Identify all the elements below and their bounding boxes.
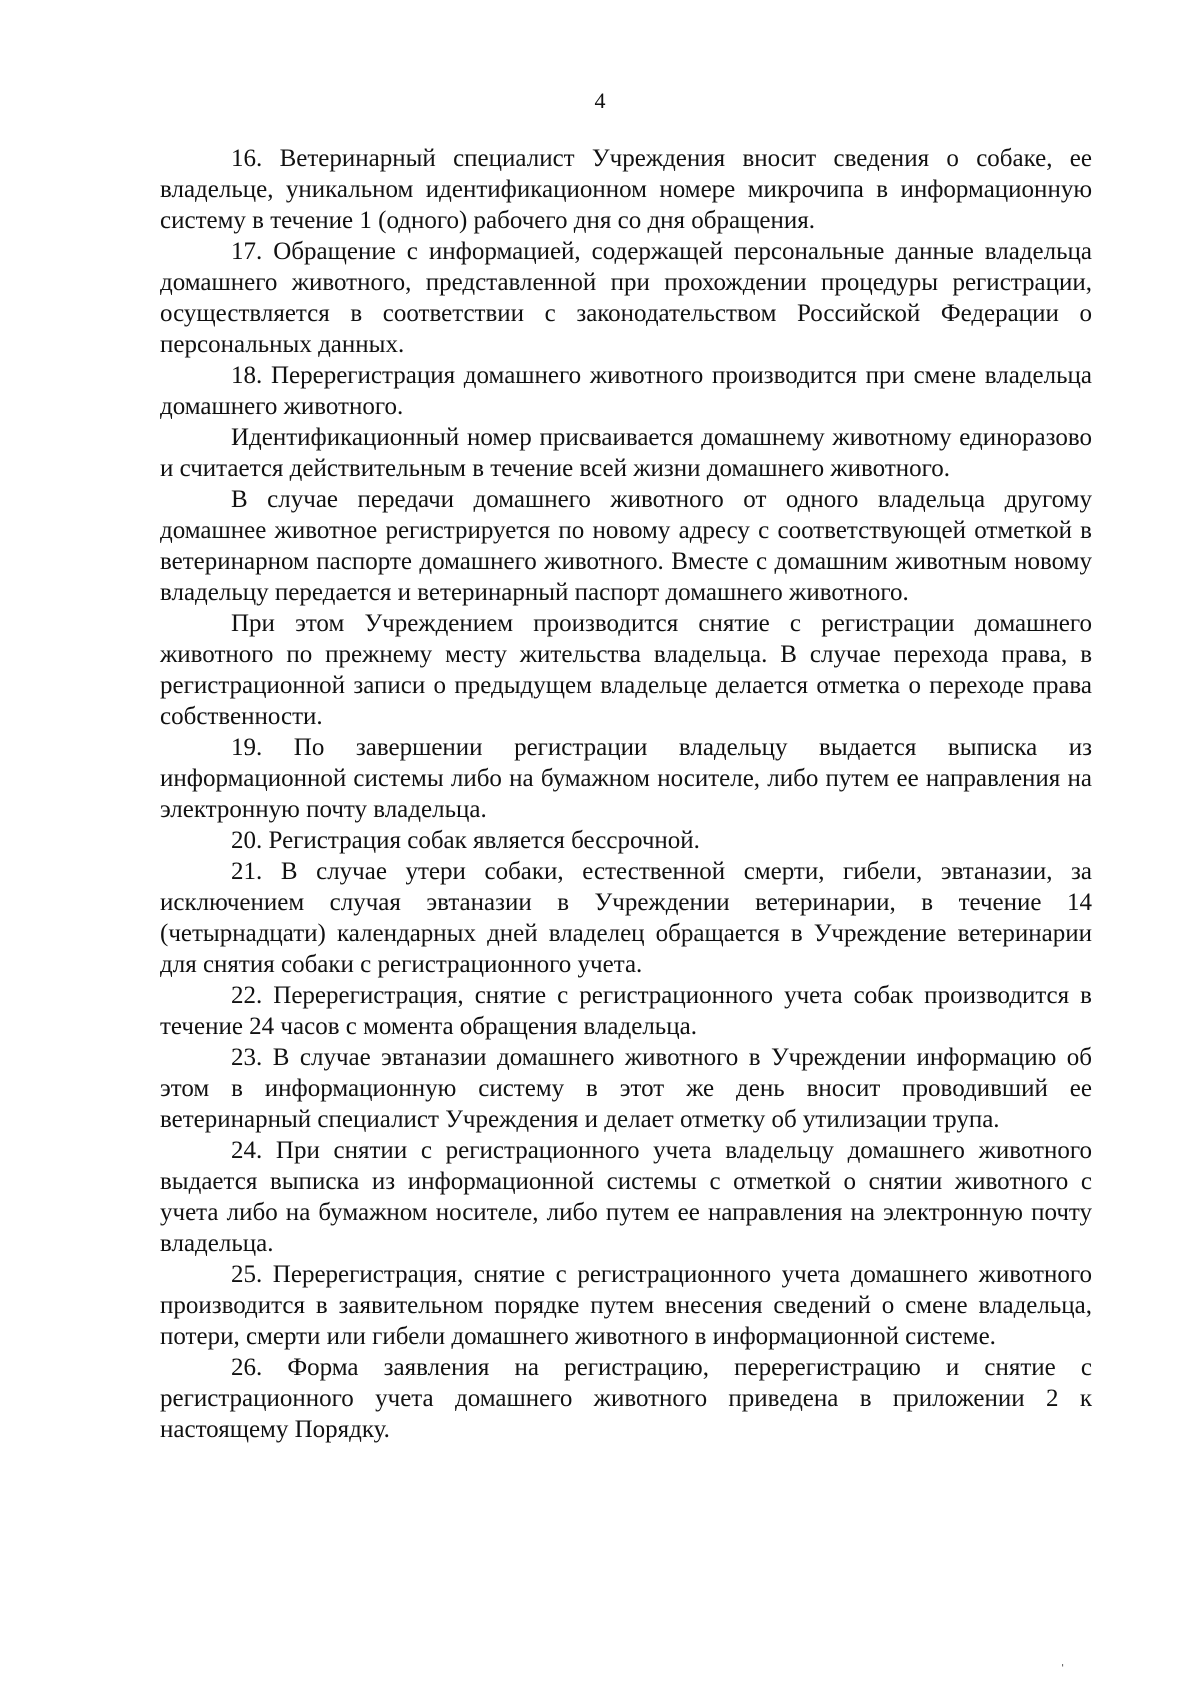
paragraph-17: 17. Обращение с информацией, содержащей персональные данные владельца домашнего животного, представленной при прохождении процедуры регистрации, осуществляется в соответствии с законодательством Российской Федерации о персональных данных. — [160, 238, 1092, 358]
paragraph-22: 22. Перерегистрация, снятие с регистрационного учета собак производится в течение 24 часов с момента обращения владельца. — [160, 982, 1092, 1040]
paragraph-24: 24. При снятии с регистрационного учета владельцу домашнего животного выдается выписка из информационной системы с отметкой о снятии животного с учета либо на бумажном носителе, либо путем ее направления на электронную почту владельца. — [160, 1137, 1092, 1257]
paragraph-21: 21. В случае утери собаки, естественной смерти, гибели, эвтаназии, за исключением случая эвтаназии в Учреждении ветеринарии, в течение 14 (четырнадцати) календарных дней владелец обращается в Учреждение ветеринарии для снятия собаки с регистрационного учета. — [160, 858, 1092, 978]
paragraph-25: 25. Перерегистрация, снятие с регистрационного учета домашнего животного производится в заявительном порядке путем внесения сведений о смене владельца, потери, смерти или гибели домашнего животного в информационной системе. — [160, 1261, 1092, 1350]
paragraph-20: 20. Регистрация собак является бессрочной. — [231, 827, 700, 854]
document-body — [160, 143, 1092, 1445]
scan-speck-mark: ˈ — [1060, 1662, 1066, 1679]
paragraph-23: 23. В случае эвтаназии домашнего животного в Учреждении информацию об этом в информационную систему в этот же день вносит проводивший ее ветеринарный специалист Учреждения и делает отметку об утилизации трупа. — [160, 1044, 1092, 1133]
paragraph-19: 19. По завершении регистрации владельцу выдается выписка из информационной системы либо на бумажном носителе, либо путем ее направления на электронную почту владельца. — [160, 734, 1092, 823]
paragraph-16: 16. Ветеринарный специалист Учреждения вносит сведения о собаке, ее владельце, уникальном идентификационном номере микрочипа в информационную систему в течение 1 (одного) рабочего дня со дня обращения. — [160, 145, 1092, 234]
paragraph-18: 18. Перерегистрация домашнего животного производится при смене владельца домашнего животного. — [160, 362, 1092, 420]
paragraph-18-transfer: В случае передачи домашнего животного от одного владельца другому домашнее животное регистрируется по новому адресу с соответствующей отметкой в ветеринарном паспорте домашнего животного. Вместе с домашним животным новому владельцу передается и ветеринарный паспорт домашнего животного. — [160, 486, 1092, 606]
page-number: 4 — [594, 88, 606, 113]
paragraph-26: 26. Форма заявления на регистрацию, перерегистрацию и снятие с регистрационного учета домашнего животного приведена в приложении 2 к настоящему Порядку. — [160, 1354, 1092, 1443]
paragraph-18-id-number: Идентификационный номер присваивается домашнему животному единоразово и считается действительным в течение всей жизни домашнего животного. — [160, 424, 1092, 482]
paragraph-18-deregistration: При этом Учреждением производится снятие с регистрации домашнего животного по прежнему месту жительства владельца. В случае перехода права, в регистрационной записи о предыдущем владельце делается отметка о переходе права собственности. — [160, 610, 1092, 730]
